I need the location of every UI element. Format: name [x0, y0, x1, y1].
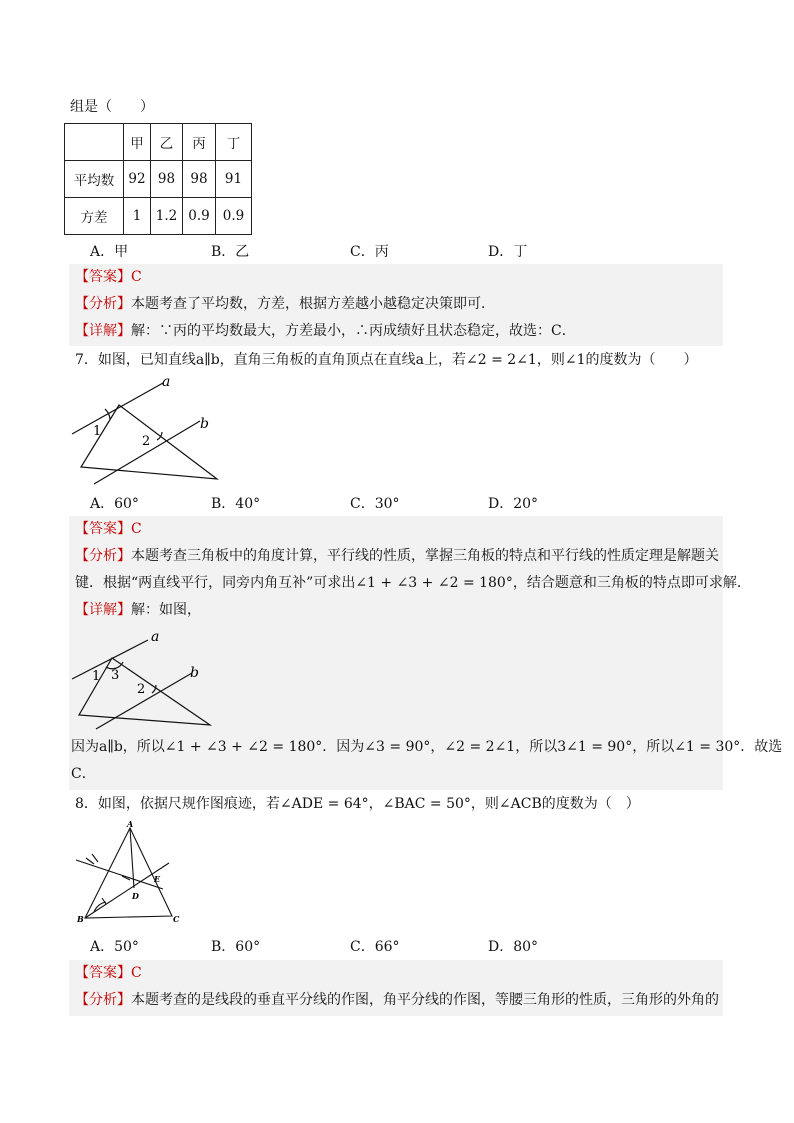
- label-E: E: [154, 874, 161, 884]
- answer-tag: 【答案】: [75, 965, 131, 981]
- label-D: D: [132, 891, 139, 901]
- line-b: [94, 421, 200, 484]
- answer-tag: 【答案】: [75, 269, 131, 285]
- q6-option-b: B．乙: [211, 244, 250, 260]
- line-a: [72, 640, 148, 679]
- answer-tag: 【答案】: [75, 521, 131, 537]
- table-cell: 98: [151, 161, 183, 198]
- q7-detail-figure: [66, 627, 216, 730]
- analysis-text: 本题考查的是线段的垂直平分线的作图，角平分线的作图，等腰三角形的性质，三角形的外角的: [131, 992, 719, 1008]
- answer-value: C: [131, 965, 142, 981]
- arc-trace-2: [92, 854, 98, 862]
- triangle-abc: [85, 828, 172, 918]
- analysis-tag: 【分析】: [75, 548, 131, 564]
- detail-text: 解：∵丙的平均数最大，方差最小，∴丙成绩好且状态稳定，故选：C．: [131, 323, 576, 339]
- q7-option-c: C．30°: [350, 496, 400, 512]
- q7-analysis-line2: 键．根据“两直线平行，同旁内角互补”可求出∠1 + ∠3 + ∠2 = 180°，结合题意和三角板的特点即可求解．: [75, 575, 751, 591]
- table-cell: 98: [183, 161, 216, 198]
- table-cell: 0.9: [183, 198, 216, 235]
- q8-option-a: A．50°: [90, 939, 139, 955]
- table-cell: [65, 124, 124, 161]
- angle-bisector: [85, 863, 169, 918]
- table-cell: 丁: [216, 124, 252, 161]
- analysis-text: 本题考查三角板中的角度计算，平行线的性质，掌握三角板的特点和平行线的性质定理是解题关: [131, 548, 719, 564]
- q7-analysis-line1: [75, 546, 719, 566]
- table-cell: 91: [216, 161, 252, 198]
- q6-option-c: C．丙: [350, 244, 389, 260]
- q6-option-d: D．丁: [488, 244, 528, 260]
- label-A: A: [127, 820, 134, 829]
- detail-tag: 【详解】: [75, 323, 131, 339]
- q6-stats-table: [64, 123, 252, 235]
- q7-detail-line2: C．: [71, 766, 96, 782]
- q7-detail-line1: 因为a∥b，所以∠1 + ∠3 + ∠2 = 180°．因为∠3 = 90°，∠2 = 2∠1，所以3∠1 = 90°，所以∠1 = 30°．故选: [71, 739, 783, 755]
- q8-stem: 8．如图，依据尺规作图痕迹，若∠ADE = 64°，∠BAC = 50°，则∠ACB的度数为（ ）: [75, 796, 640, 812]
- analysis-text: 本题考查了平均数，方差，根据方差越小越稳定决策即可．: [131, 296, 495, 312]
- label-B: B: [77, 914, 84, 924]
- analysis-tag: 【分析】: [75, 296, 131, 312]
- table-cell: 0.9: [216, 198, 252, 235]
- q7-option-d: D．20°: [488, 496, 539, 512]
- label-b: b: [200, 416, 209, 432]
- analysis-tag: 【分析】: [75, 992, 131, 1008]
- q6-detail: [75, 321, 576, 341]
- table-cell: 1: [124, 198, 151, 235]
- q7-answer: [75, 519, 142, 539]
- q8-figure: [72, 820, 187, 930]
- q6-stem-tail: 组是（ ）: [70, 99, 154, 115]
- label-a: a: [162, 375, 171, 390]
- table-header-row: [65, 124, 252, 161]
- table-cell: 甲: [124, 124, 151, 161]
- q8-option-b: B．60°: [211, 939, 261, 955]
- table-cell: 丙: [183, 124, 216, 161]
- q6-option-a: A．甲: [90, 244, 129, 260]
- table-cell: 乙: [151, 124, 183, 161]
- arc-trace-1: [86, 858, 94, 864]
- table-row: [65, 161, 252, 198]
- q8-answer: [75, 963, 142, 983]
- q7-detail-intro: [75, 600, 201, 620]
- q8-option-c: C．66°: [350, 939, 400, 955]
- q8-analysis: [75, 990, 719, 1010]
- label-a: a: [151, 629, 160, 645]
- q8-option-d: D．80°: [488, 939, 539, 955]
- label-2: 2: [137, 682, 146, 697]
- answer-value: C: [131, 269, 142, 285]
- answer-value: C: [131, 521, 142, 537]
- q7-option-b: B．40°: [211, 496, 261, 512]
- label-C: C: [173, 914, 180, 924]
- table-cell: 平均数: [65, 161, 124, 198]
- q6-answer: [75, 267, 142, 287]
- table-cell: 92: [124, 161, 151, 198]
- perp-bisector: [76, 860, 163, 889]
- detail-text: 解：如图，: [131, 602, 201, 618]
- label-3: 3: [111, 668, 120, 683]
- table-cell: 方差: [65, 198, 124, 235]
- q7-option-a: A．60°: [90, 496, 139, 512]
- table-row: [65, 198, 252, 235]
- label-1: 1: [93, 424, 102, 439]
- label-b: b: [190, 665, 199, 681]
- detail-tag: 【详解】: [75, 602, 131, 618]
- q7-figure: [66, 375, 241, 487]
- q7-stem: 7．如图，已知直线a∥b，直角三角板的直角顶点在直线a上，若∠2 = 2∠1，则∠1的度数为（ ）: [75, 352, 698, 368]
- label-1: 1: [92, 669, 101, 684]
- table-cell: 1.2: [151, 198, 183, 235]
- label-2: 2: [142, 434, 151, 449]
- q6-analysis: [75, 294, 495, 314]
